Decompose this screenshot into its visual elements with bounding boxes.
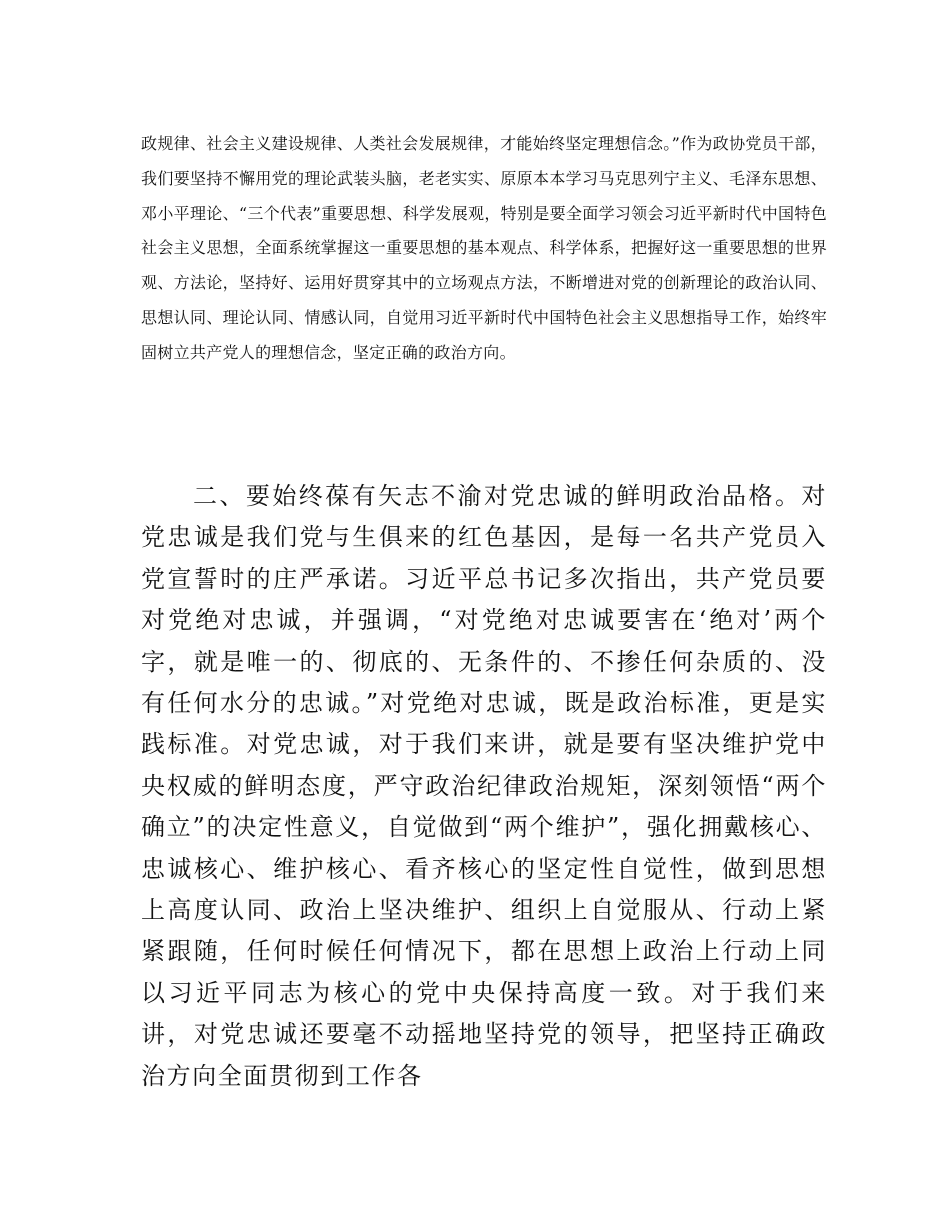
paragraph-continued: 政规律、社会主义建设规律、人类社会发展规律，才能始终坚定理想信念。”作为政协党员干部，我们要坚持不懈用党的理论武装头脑，老老实实、原原本本学习马克思列宁主义、毛泽东思想、邓小平理论、“三个代表”重要思想、科学发展观，特别是要全面学习领会习近平新时代中国特色社会主义思想，全面系统掌握这一重要思想的基本观点、科学体系，把握好这一重要思想的世界观、方法论，坚持好、运用好贯穿其中的立场观点方法，不断增进对党的创新理论的政治认同、思想认同、理论认同、情感认同，自觉用习近平新时代中国特色社会主义思想指导工作，始终牢固树立共产党人的理想信念，坚定正确的政治方向。 <box>141 134 827 362</box>
paragraph-section-two: 二、要始终葆有矢志不渝对党忠诚的鲜明政治品格。对党忠诚是我们党与生俱来的红色基因，是每一名共产党员入党宣誓时的庄严承诺。习近平总书记多次指出，共产党员要对党绝对忠诚，并强调，“对党绝对忠诚要害在‘绝对’两个字，就是唯一的、彻底的、无条件的、不掺任何杂质的、没有任何水分的忠诚。”对党绝对忠诚，既是政治标准，更是实践标准。对党忠诚，对于我们来讲，就是要有坚决维护党中央权威的鲜明态度，严守政治纪律政治规矩，深刻领悟“两个确立”的决定性意义，自觉做到“两个维护”，强化拥戴核心、忠诚核心、维护核心、看齐核心的坚定性自觉性，做到思想上高度认同、政治上坚决维护、组织上自觉服从、行动上紧紧跟随，任何时候任何情况下，都在思想上政治上行动上同以习近平同志为核心的党中央保持高度一致。对于我们来讲，对党忠诚还要毫不动摇地坚持党的领导，把坚持正确政治方向全面贯彻到工作各 <box>141 482 827 1090</box>
